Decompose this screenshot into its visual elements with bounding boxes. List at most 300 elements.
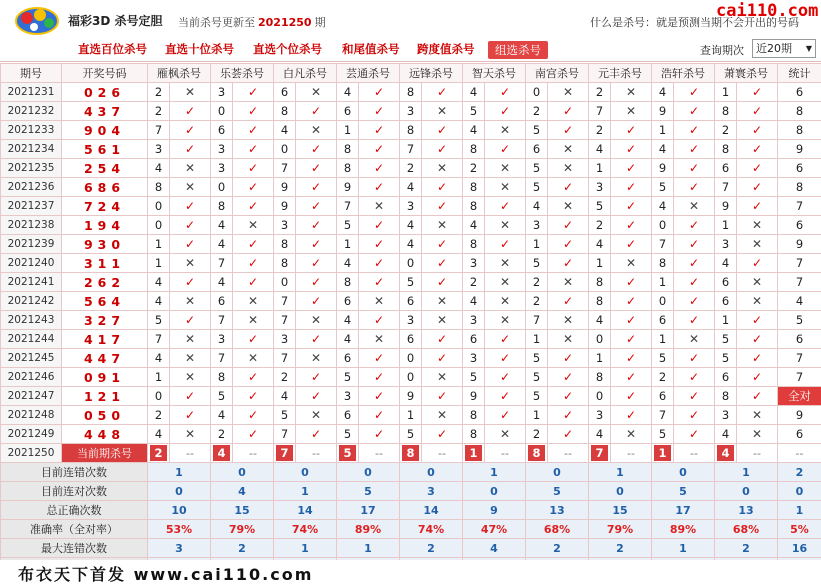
total-cell: 7 <box>778 273 821 292</box>
check-icon: ✓ <box>485 387 526 406</box>
check-icon: ✓ <box>611 368 652 387</box>
stats-value: 0 <box>211 463 274 482</box>
check-icon: ✓ <box>674 387 715 406</box>
stats-value: 2 <box>778 463 821 482</box>
kill-digit-cell: 2 <box>589 83 611 102</box>
check-icon: ✓ <box>674 235 715 254</box>
cross-icon: ✕ <box>359 197 400 216</box>
check-icon: ✓ <box>233 406 274 425</box>
kill-digit-cell: 9 <box>274 178 296 197</box>
total-cell: 6 <box>778 216 821 235</box>
issue-cell: 2021239 <box>1 235 62 254</box>
cross-icon: ✕ <box>737 425 778 444</box>
kill-digit-cell: 0 <box>274 140 296 159</box>
cross-icon: ✕ <box>485 178 526 197</box>
current-period-row <box>1 444 821 463</box>
check-icon: ✓ <box>170 121 211 140</box>
kill-digit-cell: 4 <box>652 197 674 216</box>
kill-digit-cell: 6 <box>337 349 359 368</box>
cross-icon: ✕ <box>737 406 778 425</box>
footer-text: 布衣天下首发 www.cai110.com <box>18 565 314 584</box>
current-kill-digit-value: 7 <box>591 445 608 461</box>
kill-digit-cell: 8 <box>715 102 737 121</box>
kill-digit-cell: 7 <box>274 292 296 311</box>
check-icon: ✓ <box>548 102 589 121</box>
kill-digit-cell: 5 <box>463 368 485 387</box>
kill-digit-cell: 5 <box>337 216 359 235</box>
check-icon: ✓ <box>359 368 400 387</box>
cross-icon: ✕ <box>359 292 400 311</box>
check-icon: ✓ <box>548 349 589 368</box>
kill-digit-cell: 4 <box>715 425 737 444</box>
kill-digit-cell: 4 <box>463 216 485 235</box>
kill-digit-cell: 4 <box>589 235 611 254</box>
stats-value: 2 <box>211 539 274 558</box>
check-icon: ✓ <box>233 83 274 102</box>
table-row <box>1 330 821 349</box>
stats-value: 2 <box>715 539 778 558</box>
check-icon: ✓ <box>233 425 274 444</box>
kill-digit-cell: 4 <box>211 273 233 292</box>
table-row <box>1 311 821 330</box>
check-icon: ✓ <box>737 83 778 102</box>
kill-digit-cell: 0 <box>148 197 170 216</box>
kill-digit-cell: 9 <box>337 178 359 197</box>
kill-digit-cell: 1 <box>589 159 611 178</box>
kill-digit-cell: 1 <box>148 254 170 273</box>
check-icon: ✓ <box>359 159 400 178</box>
kill-digit-cell: 2 <box>400 159 422 178</box>
check-icon: ✓ <box>611 197 652 216</box>
stats-value: 0 <box>463 482 526 501</box>
check-icon: ✓ <box>737 254 778 273</box>
kill-digit-cell: 4 <box>589 140 611 159</box>
kill-digit-cell: 5 <box>715 330 737 349</box>
check-icon: ✓ <box>485 235 526 254</box>
pending-mark: -- <box>359 444 400 463</box>
check-icon: ✓ <box>737 330 778 349</box>
stats-row <box>1 501 821 520</box>
cross-icon: ✕ <box>737 292 778 311</box>
cross-icon: ✕ <box>170 368 211 387</box>
check-icon: ✓ <box>233 159 274 178</box>
stats-value: 68% <box>526 520 589 539</box>
pending-mark: -- <box>170 444 211 463</box>
kill-digit-cell: 4 <box>148 292 170 311</box>
kill-digit-cell: 0 <box>400 368 422 387</box>
logo-icon <box>12 3 62 37</box>
draw-number-cell: 121 <box>62 387 148 406</box>
period-select-value: 近20期 <box>756 42 792 55</box>
check-icon: ✓ <box>737 349 778 368</box>
kill-digit-cell: 4 <box>715 254 737 273</box>
kill-digit-cell: 7 <box>652 406 674 425</box>
check-icon: ✓ <box>611 330 652 349</box>
kill-digit-cell: 4 <box>274 387 296 406</box>
check-icon: ✓ <box>548 406 589 425</box>
kill-digit-cell: 6 <box>715 368 737 387</box>
cross-icon: ✕ <box>170 330 211 349</box>
kill-digit-cell: 4 <box>148 349 170 368</box>
draw-number-cell: 327 <box>62 311 148 330</box>
nav-sum-tail-kill[interactable]: 和尾值杀号 <box>342 42 400 56</box>
cross-icon: ✕ <box>170 178 211 197</box>
kill-digit-cell: 0 <box>400 254 422 273</box>
check-icon: ✓ <box>548 368 589 387</box>
kill-digit-cell: 8 <box>463 197 485 216</box>
kill-digit-cell: 3 <box>211 330 233 349</box>
check-icon: ✓ <box>359 273 400 292</box>
pending-mark: -- <box>737 444 778 463</box>
check-icon: ✓ <box>548 178 589 197</box>
kill-digit-cell: 7 <box>400 140 422 159</box>
check-icon: ✓ <box>359 406 400 425</box>
kill-digit-cell: 2 <box>148 102 170 121</box>
kill-digit-cell: 8 <box>463 178 485 197</box>
kill-number-table <box>0 63 821 577</box>
kill-digit-cell: 1 <box>337 235 359 254</box>
total-cell: 6 <box>778 159 821 178</box>
check-icon: ✓ <box>737 178 778 197</box>
current-kill-digit <box>463 444 485 463</box>
kill-digit-cell: 4 <box>463 83 485 102</box>
col-expert-yuanfeng: 远锋杀号 <box>400 64 463 83</box>
check-icon: ✓ <box>296 292 337 311</box>
kill-digit-cell: 7 <box>274 159 296 178</box>
kill-digit-cell: 9 <box>652 102 674 121</box>
check-icon: ✓ <box>359 387 400 406</box>
check-icon: ✓ <box>611 292 652 311</box>
check-icon: ✓ <box>485 197 526 216</box>
draw-number-cell: 262 <box>62 273 148 292</box>
cross-icon: ✕ <box>422 292 463 311</box>
kill-digit-cell: 5 <box>337 368 359 387</box>
kill-digit-cell: 9 <box>400 387 422 406</box>
total-cell: 7 <box>778 197 821 216</box>
check-icon: ✓ <box>296 254 337 273</box>
check-icon: ✓ <box>674 121 715 140</box>
help-text[interactable]: 什么是杀号：就是预测当期不会开出的号码 <box>590 16 799 29</box>
stats-value: 74% <box>274 520 337 539</box>
stats-row <box>1 539 821 558</box>
total-cell: 5 <box>778 311 821 330</box>
stats-value: 68% <box>715 520 778 539</box>
kill-digit-cell: 4 <box>400 178 422 197</box>
kill-digit-cell: 4 <box>337 330 359 349</box>
stats-value: 9 <box>463 501 526 520</box>
current-kill-digit-value: 5 <box>339 445 356 461</box>
stats-value: 1 <box>148 463 211 482</box>
stats-value: 0 <box>148 482 211 501</box>
stats-value: 74% <box>400 520 463 539</box>
cross-icon: ✕ <box>233 311 274 330</box>
table-row <box>1 425 821 444</box>
kill-digit-cell: 4 <box>526 197 548 216</box>
check-icon: ✓ <box>737 311 778 330</box>
total-cell: 9 <box>778 406 821 425</box>
nav-hundreds-kill[interactable]: 直选百位杀号 <box>78 42 147 56</box>
check-icon: ✓ <box>422 425 463 444</box>
check-icon: ✓ <box>422 197 463 216</box>
kill-digit-cell: 5 <box>400 425 422 444</box>
stats-value: 47% <box>463 520 526 539</box>
total-cell: 9 <box>778 140 821 159</box>
current-kill-digit-value: 4 <box>717 445 734 461</box>
kill-digit-cell: 8 <box>715 140 737 159</box>
kill-digit-cell: 7 <box>526 311 548 330</box>
check-icon: ✓ <box>233 387 274 406</box>
stats-value: 1 <box>778 501 821 520</box>
current-period-label: 当前期杀号 <box>62 444 148 463</box>
check-icon: ✓ <box>422 178 463 197</box>
check-icon: ✓ <box>422 387 463 406</box>
stats-value: 4 <box>463 539 526 558</box>
nav-units-kill[interactable]: 直选个位杀号 <box>253 42 322 56</box>
stats-label: 目前连对次数 <box>1 482 148 501</box>
issue-cell: 2021246 <box>1 368 62 387</box>
kill-digit-cell: 3 <box>211 159 233 178</box>
check-icon: ✓ <box>422 349 463 368</box>
total-cell: 4 <box>778 292 821 311</box>
issue-cell: 2021235 <box>1 159 62 178</box>
kill-digit-cell: 1 <box>526 406 548 425</box>
issue-cell: 2021241 <box>1 273 62 292</box>
kill-digit-cell: 3 <box>274 330 296 349</box>
check-icon: ✓ <box>485 140 526 159</box>
kill-digit-cell: 8 <box>400 83 422 102</box>
check-icon: ✓ <box>296 387 337 406</box>
kill-digit-cell: 7 <box>274 311 296 330</box>
check-icon: ✓ <box>233 197 274 216</box>
kill-digit-cell: 5 <box>526 387 548 406</box>
kill-digit-cell: 3 <box>400 197 422 216</box>
kill-digit-cell: 4 <box>652 140 674 159</box>
kill-digit-cell: 0 <box>274 273 296 292</box>
stats-value: 0 <box>589 482 652 501</box>
period-select[interactable] <box>752 39 816 58</box>
draw-number-cell: 686 <box>62 178 148 197</box>
current-kill-digit-value: 1 <box>465 445 482 461</box>
nav-group-kill[interactable]: 组选杀号 <box>488 41 548 59</box>
check-icon: ✓ <box>233 102 274 121</box>
kill-digit-cell: 8 <box>652 254 674 273</box>
col-draw: 开奖号码 <box>62 64 148 83</box>
cross-icon: ✕ <box>485 292 526 311</box>
issue-cell: 2021234 <box>1 140 62 159</box>
cross-icon: ✕ <box>548 273 589 292</box>
check-icon: ✓ <box>170 216 211 235</box>
kill-digit-cell: 4 <box>148 273 170 292</box>
kill-digit-cell: 8 <box>589 368 611 387</box>
draw-number-cell: 026 <box>62 83 148 102</box>
check-icon: ✓ <box>737 197 778 216</box>
kill-digit-cell: 2 <box>526 292 548 311</box>
check-icon: ✓ <box>170 235 211 254</box>
stats-label: 目前连错次数 <box>1 463 148 482</box>
cross-icon: ✕ <box>296 406 337 425</box>
kill-digit-cell: 8 <box>715 387 737 406</box>
check-icon: ✓ <box>485 406 526 425</box>
check-icon: ✓ <box>611 140 652 159</box>
kill-digit-cell: 8 <box>337 273 359 292</box>
kill-digit-cell: 0 <box>589 387 611 406</box>
stats-value: 10 <box>148 501 211 520</box>
draw-number-cell: 447 <box>62 349 148 368</box>
kill-digit-cell: 1 <box>526 235 548 254</box>
kill-digit-cell: 0 <box>148 216 170 235</box>
kill-digit-cell: 3 <box>463 349 485 368</box>
issue-cell: 2021250 <box>1 444 62 463</box>
check-icon: ✓ <box>674 254 715 273</box>
table-body <box>1 83 821 577</box>
cross-icon: ✕ <box>611 102 652 121</box>
kill-digit-cell: 7 <box>148 121 170 140</box>
cross-icon: ✕ <box>485 216 526 235</box>
kill-digit-cell: 1 <box>589 349 611 368</box>
kill-digit-cell: 4 <box>211 406 233 425</box>
check-icon: ✓ <box>611 121 652 140</box>
stats-value: 79% <box>211 520 274 539</box>
kill-digit-cell: 0 <box>526 83 548 102</box>
check-icon: ✓ <box>359 349 400 368</box>
kill-digit-cell: 5 <box>526 349 548 368</box>
cross-icon: ✕ <box>359 330 400 349</box>
cross-icon: ✕ <box>611 425 652 444</box>
kill-digit-cell: 6 <box>337 102 359 121</box>
kill-digit-cell: 7 <box>589 102 611 121</box>
cross-icon: ✕ <box>422 159 463 178</box>
table-row <box>1 235 821 254</box>
check-icon: ✓ <box>296 273 337 292</box>
issue-cell: 2021231 <box>1 83 62 102</box>
check-icon: ✓ <box>422 273 463 292</box>
kill-digit-cell: 3 <box>715 406 737 425</box>
cross-icon: ✕ <box>296 121 337 140</box>
table-row <box>1 83 821 102</box>
check-icon: ✓ <box>296 140 337 159</box>
all-correct-badge: 全对 <box>778 387 821 406</box>
page-title: 福彩3D 杀号定胆 <box>68 14 163 28</box>
draw-number-cell: 194 <box>62 216 148 235</box>
kill-digit-cell: 0 <box>148 387 170 406</box>
kill-digit-cell: 9 <box>274 197 296 216</box>
col-expert-yuanfeng2: 元丰杀号 <box>589 64 652 83</box>
total-cell: 8 <box>778 102 821 121</box>
kill-digit-cell: 7 <box>274 425 296 444</box>
kill-digit-cell: 2 <box>274 368 296 387</box>
chevron-down-icon: ▼ <box>805 44 812 53</box>
total-cell: 6 <box>778 330 821 349</box>
kill-digit-cell: 4 <box>148 425 170 444</box>
kill-digit-cell: 1 <box>652 330 674 349</box>
pending-mark: -- <box>674 444 715 463</box>
check-icon: ✓ <box>548 235 589 254</box>
stats-value: 89% <box>652 520 715 539</box>
kill-digit-cell: 5 <box>274 406 296 425</box>
kill-digit-cell: 3 <box>463 311 485 330</box>
kill-digit-cell: 1 <box>589 254 611 273</box>
kill-digit-cell: 2 <box>463 159 485 178</box>
cross-icon: ✕ <box>611 254 652 273</box>
cross-icon: ✕ <box>485 254 526 273</box>
cross-icon: ✕ <box>674 197 715 216</box>
col-total: 统计 <box>778 64 821 83</box>
cross-icon: ✕ <box>422 406 463 425</box>
check-icon: ✓ <box>611 235 652 254</box>
kill-digit-cell: 2 <box>589 216 611 235</box>
table-row <box>1 216 821 235</box>
kill-digit-cell: 1 <box>715 216 737 235</box>
nav-tens-kill[interactable]: 直选十位杀号 <box>165 42 234 56</box>
kill-digit-cell: 3 <box>400 311 422 330</box>
kill-digit-cell: 6 <box>463 330 485 349</box>
kill-digit-cell: 7 <box>211 254 233 273</box>
check-icon: ✓ <box>359 121 400 140</box>
kill-digit-cell: 7 <box>148 330 170 349</box>
kill-digit-cell: 8 <box>463 425 485 444</box>
check-icon: ✓ <box>548 387 589 406</box>
cross-icon: ✕ <box>170 159 211 178</box>
total-cell: 7 <box>778 254 821 273</box>
check-icon: ✓ <box>422 121 463 140</box>
kill-digit-cell: 0 <box>211 178 233 197</box>
kill-digit-cell: 2 <box>526 425 548 444</box>
kill-digit-cell: 4 <box>400 216 422 235</box>
kill-digit-cell: 0 <box>400 349 422 368</box>
draw-number-cell: 417 <box>62 330 148 349</box>
kill-digit-cell: 1 <box>148 368 170 387</box>
current-kill-digit-value: 8 <box>402 445 419 461</box>
check-icon: ✓ <box>170 406 211 425</box>
cross-icon: ✕ <box>170 349 211 368</box>
kill-digit-cell: 4 <box>211 216 233 235</box>
kill-digit-cell: 5 <box>463 102 485 121</box>
kill-digit-cell: 7 <box>337 197 359 216</box>
kill-digit-cell: 8 <box>337 140 359 159</box>
col-expert-yuntong: 芸通杀号 <box>337 64 400 83</box>
kill-digit-cell: 0 <box>652 292 674 311</box>
kill-digit-cell: 6 <box>337 292 359 311</box>
kill-digit-cell: 7 <box>274 349 296 368</box>
issue-cell: 2021248 <box>1 406 62 425</box>
issue-cell: 2021245 <box>1 349 62 368</box>
current-kill-digit <box>148 444 170 463</box>
cross-icon: ✕ <box>674 330 715 349</box>
kill-digit-cell: 3 <box>274 216 296 235</box>
stats-value: 1 <box>715 463 778 482</box>
check-icon: ✓ <box>170 140 211 159</box>
col-expert-lehui: 乐荟杀号 <box>211 64 274 83</box>
current-kill-digit-value: 4 <box>213 445 230 461</box>
kill-digit-cell: 5 <box>526 178 548 197</box>
table-header <box>1 64 821 83</box>
current-kill-digit-value: 1 <box>654 445 671 461</box>
kill-digit-cell: 1 <box>652 121 674 140</box>
kill-digit-cell: 1 <box>715 83 737 102</box>
nav-span-kill[interactable]: 跨度值杀号 <box>417 42 475 56</box>
table-row <box>1 254 821 273</box>
kill-digit-cell: 5 <box>148 311 170 330</box>
stats-value: 5 <box>337 482 400 501</box>
check-icon: ✓ <box>233 121 274 140</box>
draw-number-cell: 724 <box>62 197 148 216</box>
kill-digit-cell: 4 <box>589 311 611 330</box>
kill-digit-cell: 9 <box>715 197 737 216</box>
kill-digit-cell: 0 <box>589 330 611 349</box>
kill-digit-cell: 6 <box>211 292 233 311</box>
check-icon: ✓ <box>674 83 715 102</box>
check-icon: ✓ <box>611 216 652 235</box>
